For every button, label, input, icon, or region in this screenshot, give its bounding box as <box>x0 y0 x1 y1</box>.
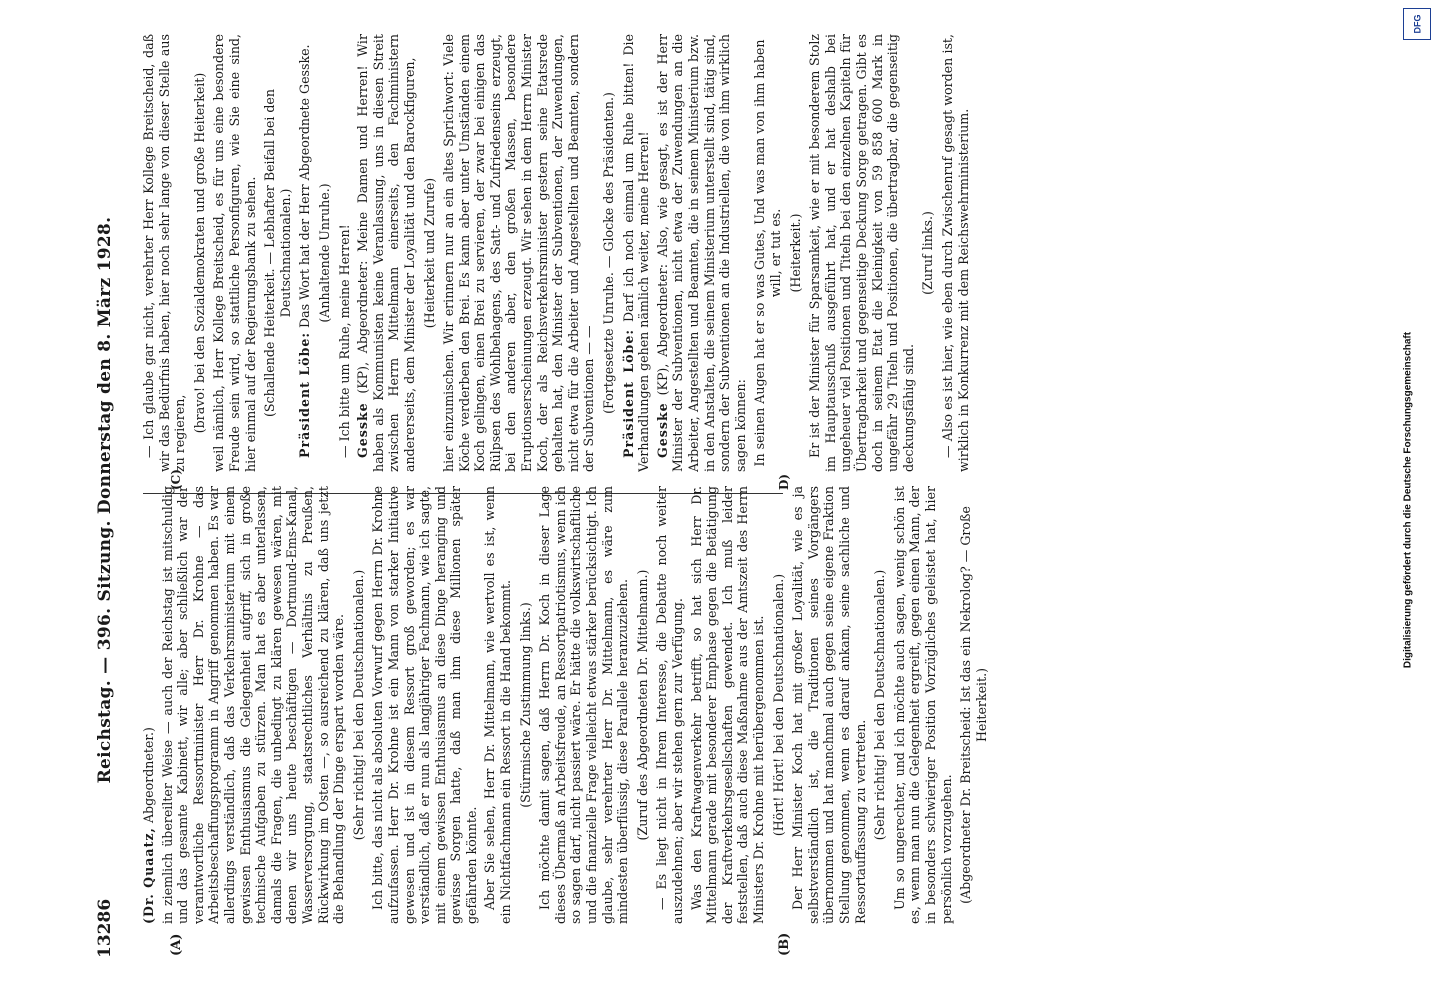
paragraph-text: — Ich glaube gar nicht, verehrter Herr Kollege Breitscheid, daß wir das Bedürfnis haben, hier noch sehr lange von dieser Stelle aus zu regieren, <box>141 34 188 472</box>
paragraph-text: Meine Damen und Herren! Wir haben als Kommunisten keine Veranlassung, uns in diesen Streit zwischen Herrn Mittelmann einerseits, den Fachministern andererseits, dem Minister der Loyalität und den Barockfiguren, <box>355 34 417 472</box>
paragraph-text: Ich möchte damit sagen, daß Herrn Dr. Koch in dieser Lage dieses Übermaß an Arbeitsfreude, an Ressortpatriotismus, wenn ich so sagen darf, nicht passiert wäre. Er hätte die volkswirtschaftliche und die finanzielle Frage vielleicht etwas stärker berücksichtigt. Ich glaube, sehr verehrter Herr Dr. Mittelmann, es wäre zum mindesten überflüssig, diese Parallele heranzuziehen. <box>537 486 631 924</box>
document-page <box>77 34 1357 960</box>
paragraph-text: (Sehr richtig! bei den Deutschnationalen.) <box>350 569 366 841</box>
paragraph <box>537 486 631 924</box>
speaker-role: (KP), Abgeordneter: <box>355 260 371 394</box>
paragraph-text: (Zuruf des Abgeordneten Dr. Mittelmann.) <box>634 569 650 841</box>
paragraph <box>958 486 989 924</box>
paragraph <box>790 486 868 924</box>
paragraph-text: Der Herr Minister Koch hat mit großer Loyalität, wie es ja selbstverständlich ist, die Traditionen seines Vorgängers übernommen und hat manchmal auch gegen seine eigene Fraktion Stellung genommen, wenn es darauf ankam, seine sachliche und Ressortauffassung zu vertreten. <box>790 486 868 924</box>
speaker-name: Gesske <box>355 402 371 458</box>
paragraph-text: (bravo! bei den Sozialdemokraten und große Heiterkeit) <box>191 72 207 434</box>
paragraph <box>351 486 367 924</box>
margin-mark-b: (B) <box>777 932 792 956</box>
paragraph <box>752 34 783 472</box>
paragraph-text: in ziemlich übereilter Weise — auch der Reichstag ist mitschuldig und das gesamte Kabinett, wir alle; aber schließlich war der verantwortliche Ressortminister Herr Dr. Krohne — das Arbeitsbeschaffungsprogramm in Angriff genommen haben. Es war allerdings verständlich, daß das Verkehrsministerium mit einem gewissen Enthusiasmus die Gelegenheit aufgriff, sich in große technische Aufgaben zu stürzen. Man hat es aber unterlassen, damals die Fragen, die unbedingt zu klären gewesen wären, mit denen wir uns heute beschäftigen — Dortmund-Ems-Kanal, Wasserversorgung, staatsrechtliches Verhältnis zu Preußen, Rückwirkung im Osten —, so ausreichend zu klären, daß uns jetzt die Behandlung der Dinge erspart worden wäre. <box>159 486 347 924</box>
speaker-name: Präsident Löbe: <box>620 328 636 458</box>
paragraph <box>654 486 685 924</box>
speaker-role: Abgeordneter.) <box>141 727 156 824</box>
paragraph-text: Ich bitte, das nicht als absoluten Vorwurf gegen Herrn Dr. Krohne aufzufassen. Herr Dr. Krohne ist ein Mann von starker Initiative gewesen und ist in diesem Ressort groß geworden; es war verständlich, daß er nun als langjähriger Fachmann, wie ich sagte, mit einem gewissen Enthusiasmus an diese Dinge heranging und gewisse Sorgen hatte, daß man ihm diese Millionen später gefährden könnte. <box>370 486 479 924</box>
right-column <box>141 34 1321 472</box>
paragraph-text: — Ich bitte um Ruhe, meine Herren! <box>336 224 352 458</box>
paragraph <box>141 486 157 924</box>
paragraph <box>211 34 258 472</box>
left-column <box>141 486 1321 924</box>
paragraph <box>872 486 888 924</box>
speaker-name: (Dr. Quaatz, <box>141 827 156 924</box>
paragraph-text: — Es liegt nicht in Ihrem Interesse, die Debatte noch weiter auszudehnen; aber wir stehen gern zur Verfügung. <box>654 486 685 924</box>
speaker-role: (KP), Abgeordneter: <box>654 264 670 396</box>
paragraph-text: (Sehr richtig! bei den Deutschnationalen.) <box>872 569 888 841</box>
paragraph <box>297 34 313 472</box>
paragraph <box>655 34 749 472</box>
paragraph-text: In seinen Augen hat er so was Gutes, Und was man von ihm haben will, er tut es. <box>752 39 783 467</box>
paragraph <box>689 486 767 924</box>
paragraph-text: (Fortgesetzte Unruhe. — Glocke des Präsidenten.) <box>601 92 617 414</box>
margin-mark-d: D) <box>777 473 791 490</box>
paragraph-text: (Abgeordneter Dr. Breitscheid: Ist das ein Nekrolog? — Große Heiterkeit.) <box>958 506 989 904</box>
paragraph <box>920 34 936 472</box>
paragraph <box>441 34 597 472</box>
paragraph <box>317 34 333 472</box>
paragraph <box>482 486 513 924</box>
paragraph-text: hier einzumischen. Wir erinnern nur an ein altes Sprichwort: Viele Köche verderben den Brei. Es kann aber unter Umständen einem Koch gelingen, einen Brei zu servieren, der zwar bei einigen das Rülpsen des Wohlbehagens, des Satt- und Zufriedenseins erzeugt, bei den anderen aber, den großen Massen, besondere Eruptionserscheinungen erzeugt. Wir sehen in dem Herrn Minister Koch, der als Reichsverkehrsminister gestern seine Etatsrede gehalten hat, den Minister der Subventionen, der Zuwendungen, nicht etwa für die Arbeiter und Angestellten und Beamten, sondern der Subventionen — — <box>441 34 597 472</box>
paragraph <box>422 34 438 472</box>
paragraph-text: Um so ungerechter, und ich möchte auch sagen, wenig schön ist es, wenn man nun die Gelegenheit ergreift, gegen einen Mann, der in besonders schwieriger Position Vorzügliches geleistet hat, hier persönlich vorzugehen. <box>891 486 954 924</box>
paragraph <box>192 34 208 472</box>
paragraph <box>262 34 293 472</box>
paragraph-text: Darf ich noch einmal um Ruhe bitten! Die Verhandlungen gehen nämlich weiter, meine Herren! <box>620 34 652 472</box>
paragraph <box>788 34 804 472</box>
paragraph-text: Das Wort hat der Herr Abgeordnete Gesske. <box>297 44 313 328</box>
margin-mark-c: (C) <box>169 469 183 490</box>
paragraph-text: Er ist der Minister für Sparsamkeit, wie er mit besonderem Stolz im Hauptausschuß ausgeführt hat, und er hat deshalb bei ungeheuer viel Positionen und Titeln bei den einzelnen Kapiteln für Übertragbarkeit und gegenseitige Deckung Sorge getragen. Gibt es doch in seinem Etat die Kleinigkeit von 59 858 600 Mark in ungefähr 29 Titeln und Positionen, die übertragbar, die gegenseitig deckungsfähig sind. <box>807 34 916 472</box>
running-title: Reichstag. — 396. Sitzung. Donnerstag den 8. März 1928. <box>95 216 115 784</box>
paragraph <box>160 486 347 924</box>
paragraph-text: Also, wie gesagt, es ist der Herr Minister der Subventionen, nicht etwa der Zuwendungen an die Arbeiter, Angestellten und Beamten, die in seinem Ministerium bzw. in den Anstalten, die seinem Ministerium unterstellt sind, tätig sind, sondern der Subventionen an die Industriellen, die von ihm wirklich sagen können: <box>654 34 748 472</box>
paragraph-text: (Stürmische Zustimmung links.) <box>517 602 533 808</box>
paragraph <box>370 486 479 924</box>
paragraph <box>337 34 353 472</box>
paragraph <box>518 486 534 924</box>
paragraph-text: (Anhaltende Unruhe.) <box>316 183 332 323</box>
margin-mark-a: (A) <box>169 933 184 956</box>
paragraph-text: (Hört! Hört! bei den Deutschnationalen.) <box>770 573 786 837</box>
speaker-name: Präsident Löbe: <box>297 331 313 458</box>
paragraph-text: weil nämlich, Herr Kollege Breitscheid, es für uns eine besondere Freude sein wird, so stattliche Personfiguren, wie Sie eine sind, hier einmal auf der Regierungsbank zu sehen. <box>211 34 258 472</box>
paragraph-text: (Heiterkeit.) <box>787 213 803 293</box>
paragraph-text: (Schallende Heiterkeit. — Lebhafter Beifall bei den Deutschnationalen.) <box>262 89 293 417</box>
paragraph-text: (Heiterkeit und Zurufe) <box>421 177 437 329</box>
paragraph <box>807 34 916 472</box>
page-number: 13286 <box>95 898 115 958</box>
paragraph-text: Aber Sie sehen, Herr Dr. Mittelmann, wie wertvoll es ist, wenn ein Nichtfachmann ein Ressort in die Hand bekommt. <box>482 486 514 924</box>
paragraph-text: (Zuruf links.) <box>920 211 936 295</box>
dfg-logo: DFG <box>1403 8 1431 40</box>
paragraph <box>621 34 652 472</box>
paragraph-text: Was den Kraftwagenverkehr betrifft, so hat sich Herr Dr. Mittelmann gerade mit besonderer Emphase gegen die Betätigung der Kraftverkehrsgesellschaften gewendet. Ich muß leider feststellen, daß auch diese Maßnahme aus der Amtszeit des Herrn Ministers Dr. Krohne mit herübergenommen ist. <box>688 486 766 924</box>
paragraph <box>892 486 954 924</box>
paragraph <box>141 34 188 472</box>
paragraph <box>601 34 617 472</box>
speaker-name: Gesske <box>654 402 670 458</box>
paragraph <box>940 34 971 472</box>
page-header <box>95 40 123 960</box>
paragraph <box>635 486 651 924</box>
paragraph <box>771 486 787 924</box>
paragraph-text: — Also es ist hier, wie eben durch Zwischenruf gesagt worden ist, wirklich in Konkurrenz mit dem Reichswehrministerium. <box>939 34 971 472</box>
paragraph <box>355 34 417 472</box>
